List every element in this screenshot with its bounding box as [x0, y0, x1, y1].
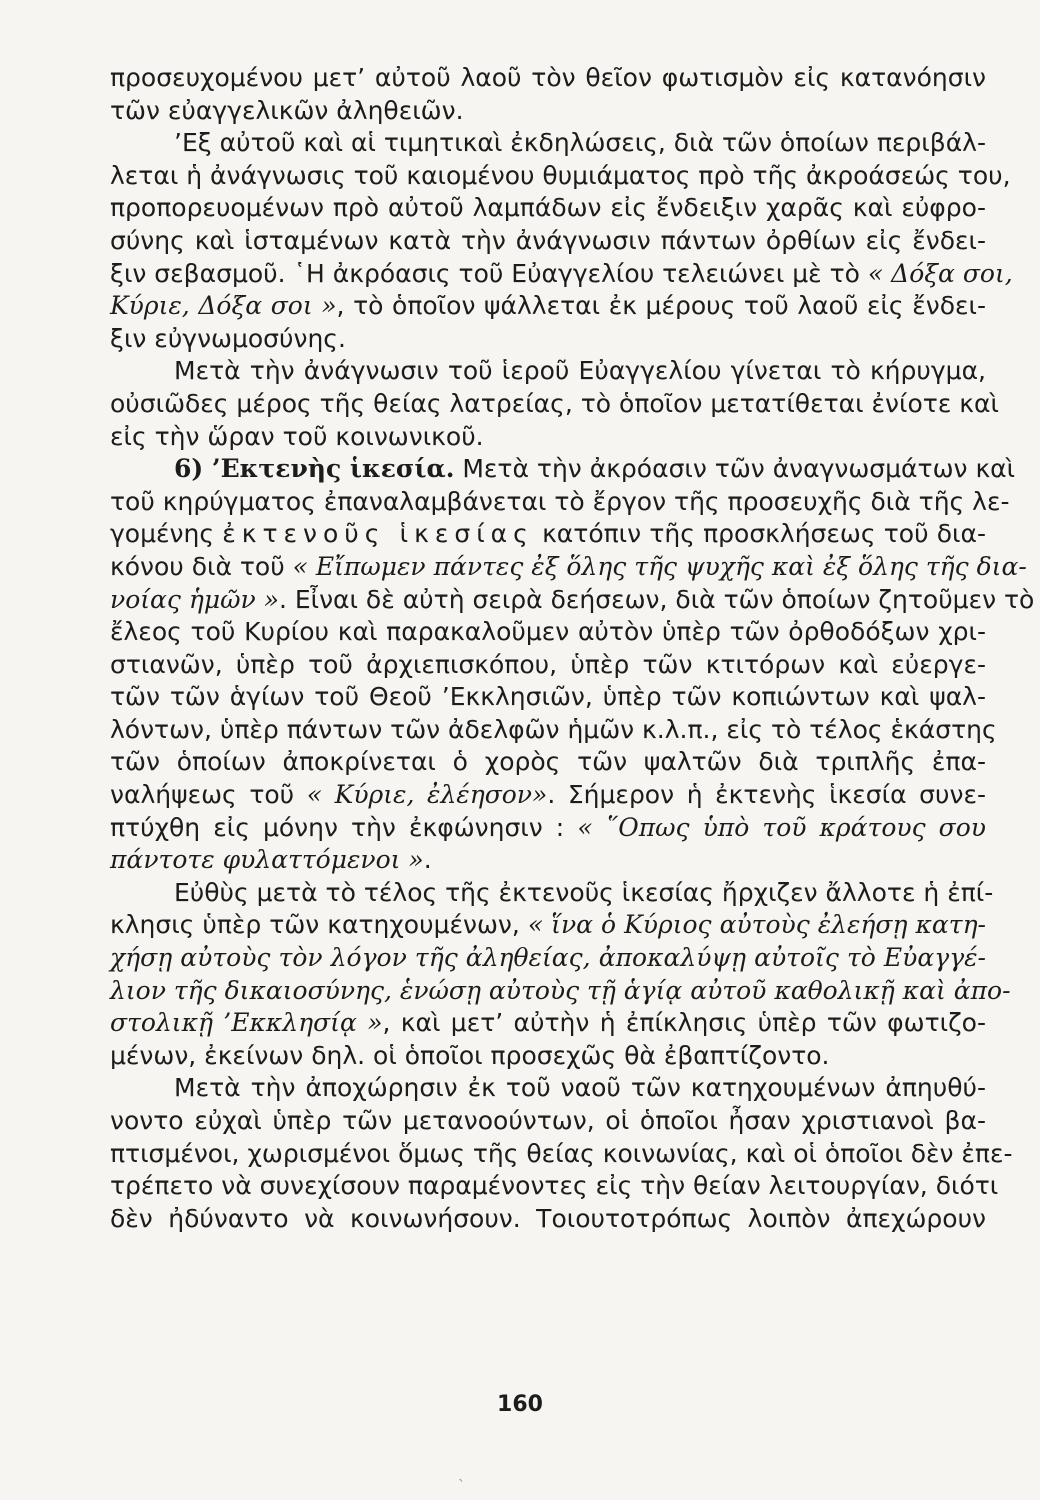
- italic-quote: χήσῃ αὐτοὺς τὸν λόγον τῆς ἀληθείας, ἀποκαλύψῃ αὐτοῖς τὸ Εὐαγγέ-: [110, 943, 986, 973]
- text-line: Εὐθὺς μετὰ τὸ τέλος τῆς ἐκτενοῦς ἱκεσίας ἤρχιζεν ἄλλοτε ἡ ἐπί-: [174, 877, 994, 907]
- text-line: προσευχομένου μετ’ αὐτοῦ λαοῦ τὸν θεῖον φωτισμὸν εἰς κατανόησιν: [110, 63, 986, 92]
- text-line: Μετὰ τὴν ἀποχώρησιν ἐκ τοῦ ναοῦ τῶν κατηχουμένων ἀπηυθύ-: [174, 1073, 986, 1103]
- text-line: [110, 942, 986, 975]
- text-line: πτύχθη εἰς μόνην τὴν ἐκφώνησιν : « ῞Οπως ὑπὸ τοῦ κράτους σου: [110, 812, 986, 842]
- text-line: λόντων, ὑπὲρ πάντων τῶν ἀδελφῶν ἡμῶν κ.λ.π., εἰς τὸ τέλος ἑκάστης: [110, 714, 997, 744]
- body-text: [110, 62, 1035, 1235]
- italic-quote: στολικῇ ’Εκκλησίᾳ »: [110, 1008, 383, 1038]
- text-line: στολικῇ ’Εκκλησίᾳ », καὶ μετ’ αὐτὴν ἡ ἐπίκλησις ὑπὲρ τῶν φωτιζο-: [110, 1008, 986, 1038]
- page-number: 160: [497, 1392, 543, 1417]
- italic-quote: Κύριε, Δόξα σοι »: [110, 291, 337, 321]
- text-line: στιανῶν, ὑπὲρ τοῦ ἀρχιεπισκόπου, ὑπὲρ τῶν κτιτόρων καὶ εὐεργε-: [110, 649, 986, 679]
- text-line: [110, 975, 1011, 1008]
- text-line: τῶν τῶν ἁγίων τοῦ Θεοῦ ’Εκκλησιῶν, ὑπὲρ τῶν κοπιώντων καὶ ψαλ-: [110, 682, 986, 712]
- italic-quote: « Κύριε, ἐλέησον»: [306, 780, 548, 810]
- italic-quote: « Δόξα σοι,: [867, 258, 1013, 288]
- section-heading-line: 6) ’Εκτενὴς ἱκεσία. Μετὰ τὴν ἀκρόασιν τῶν ἀναγνωσμάτων καὶ: [174, 454, 1016, 484]
- text-line: κόνου διὰ τοῦ « Εἴπωμεν πάντες ἐξ ὅλης τῆς ψυχῆς καὶ ἐξ ὅλης τῆς δια-: [110, 551, 1027, 581]
- text-line: ἔλεος τοῦ Κυρίου καὶ παρακαλοῦμεν αὐτὸν ὑπὲρ τῶν ὀρθοδόξων χρι-: [110, 617, 986, 647]
- text-line: νοντο εὐχαὶ ὑπὲρ τῶν μετανοούντων, οἱ ὁποῖοι ἦσαν χριστιανοὶ βα-: [110, 1106, 986, 1135]
- text-line: κλησις ὑπὲρ τῶν κατηχουμένων, « ἵνα ὁ Κύριος αὐτοὺς ἐλεήσῃ κατη-: [110, 910, 987, 940]
- section-heading: 6) ’Εκτενὴς ἱκεσία.: [174, 454, 455, 484]
- spaced-term: ἐκτενοῦς ἱκεσίας: [222, 519, 534, 549]
- text-line: τῶν ὁποίων ἀποκρίνεται ὁ χορὸς τῶν ψαλτῶν διὰ τριπλῆς ἐπα-: [110, 747, 986, 777]
- text-line: γομένης ἐκτενοῦς ἱκεσίας κατόπιν τῆς προσκλήσεως τοῦ δια-: [110, 519, 987, 549]
- italic-quote: λιον τῆς δικαιοσύνης, ἑνώσῃ αὐτοὺς τῇ ἁγίᾳ αὐτοῦ καθολικῇ καὶ ἀπο-: [110, 975, 1011, 1005]
- text-line: εἰς τὴν ὥραν τοῦ κοινωνικοῦ.: [110, 421, 484, 451]
- text-line: ξιν σεβασμοῦ. ῾Η ἀκρόασις τοῦ Εὐαγγελίου τελειώνει μὲ τὸ « Δόξα σοι,: [110, 258, 1013, 288]
- scan-speck: ˎ: [458, 1466, 465, 1482]
- text-line: πάντοτε φυλαττόμενοι ».: [110, 845, 432, 875]
- text-line: τρέπετο νὰ συνεχίσουν παραμένοντες εἰς τὴν θείαν λειτουργίαν, διότι: [110, 1171, 999, 1201]
- text-line: ξιν εὐγνωμοσύνης.: [110, 323, 346, 353]
- text-line: νοίας ἡμῶν ». Εἶναι δὲ αὐτὴ σειρὰ δεήσεων, διὰ τῶν ὁποίων ζητοῦμεν τὸ: [110, 584, 1035, 614]
- text-line: προπορευομένων πρὸ αὐτοῦ λαμπάδων εἰς ἔνδειξιν χαρᾶς καὶ εὐφρο-: [110, 193, 986, 223]
- italic-quote: πάντοτε φυλαττόμενοι »: [110, 845, 424, 875]
- text-line: ’Εξ αὐτοῦ καὶ αἱ τιμητικαὶ ἐκδηλώσεις, διὰ τῶν ὁποίων περιβάλ-: [174, 128, 986, 158]
- text-line: Μετὰ τὴν ἀνάγνωσιν τοῦ ἱεροῦ Εὐαγγελίου γίνεται τὸ κήρυγμα,: [174, 356, 986, 386]
- italic-quote: νοίας ἡμῶν »: [110, 584, 279, 614]
- text-line: δὲν ἠδύναντο νὰ κοινωνήσουν. Τοιουτοτρόπως λοιπὸν ἀπεχώρουν: [110, 1203, 986, 1233]
- text-line: πτισμένοι, χωρισμένοι ὅμως τῆς θείας κοινωνίας, καὶ οἱ ὁποῖοι δὲν ἐπε-: [110, 1138, 1013, 1168]
- italic-quote: « ἵνα ὁ Κύριος αὐτοὺς ἐλεήσῃ κατη-: [527, 910, 987, 940]
- text-line: τῶν εὐαγγελικῶν ἀληθειῶν.: [110, 95, 464, 125]
- text-line: ναλήψεως τοῦ « Κύριε, ἐλέησον». Σήμερον ἡ ἐκτενὴς ἱκεσία συνε-: [110, 780, 986, 810]
- text-line: μένων, ἐκείνων δηλ. οἱ ὁποῖοι προσεχῶς θὰ ἐβαπτίζοντο.: [110, 1040, 830, 1070]
- text-line: σύνης καὶ ἱσταμένων κατὰ τὴν ἀνάγνωσιν πάντων ὀρθίων εἰς ἔνδει-: [110, 225, 986, 255]
- text-line: τοῦ κηρύγματος ἐπαναλαμβάνεται τὸ ἔργον τῆς προσευχῆς διὰ τῆς λε-: [110, 486, 1010, 516]
- text-line: οὐσιῶδες μέρος τῆς θείας λατρείας, τὸ ὁποῖον μετατίθεται ἐνίοτε καὶ: [110, 388, 999, 418]
- italic-quote: « Εἴπωμεν πάντες ἐξ ὅλης τῆς ψυχῆς καὶ ἐξ ὅλης τῆς δια-: [292, 551, 1027, 581]
- text-line: λεται ἡ ἀνάγνωσις τοῦ καιομένου θυμιάματος πρὸ τῆς ἀκροάσεώς του,: [110, 160, 1011, 190]
- text-line: Κύριε, Δόξα σοι », τὸ ὁποῖον ψάλλεται ἐκ μέρους τοῦ λαοῦ εἰς ἔνδει-: [110, 291, 986, 321]
- italic-quote: « ῞Οπως ὑπὸ τοῦ κράτους σου: [577, 812, 986, 842]
